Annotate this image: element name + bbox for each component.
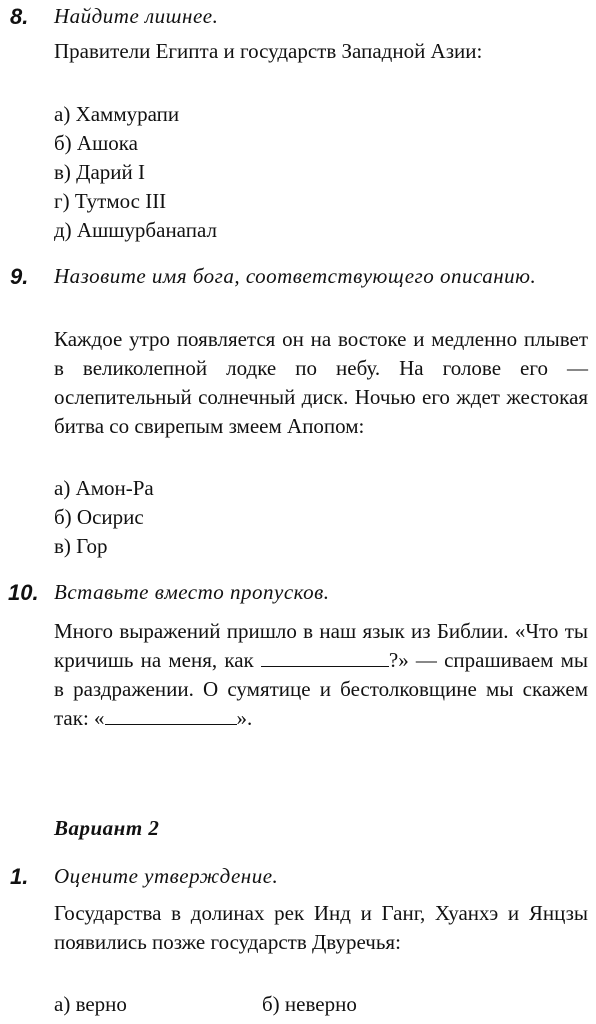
text-fragment: Много выражений пришло в наш язык из Библии. «Что ты кричишь на меня, как [54,619,588,672]
answer-option: в) Гор [54,534,108,558]
question-8-text: Правители Египта и государств Западной Азии: [54,39,483,63]
answer-option: б) Осирис [54,505,144,529]
question-number: 1. [10,864,29,889]
text-fragment: ». [236,706,253,730]
answer-option: а) Амон-Ра [54,476,154,500]
text-fragment: ?» — спрашиваем мы в раздражении. О сумятице и бестолковщине мы скажем так: « [54,648,588,730]
fill-in-blank[interactable] [105,706,237,725]
answer-option: б) Ашока [54,131,138,155]
question-instruction: Назовите имя бога, соответствующего описанию. [54,264,537,288]
variant-heading: Вариант 2 [54,816,160,840]
question-10-text [54,617,588,733]
question-number: 9. [10,264,29,289]
answer-option: а) Хаммурапи [54,102,180,126]
answer-option: г) Тутмос III [54,189,167,213]
answer-option: а) верно [54,992,127,1016]
question-9-text: Каждое утро появляется он на востоке и медленно плывет в великолепной лодке по небу. На голове его — ослепительный солнечный диск. Ночью его ждет жестокая битва со свирепым змеем Апопом: [54,327,588,438]
answer-option: в) Дарий I [54,160,146,184]
question-number: 10. [8,580,39,605]
answer-option: б) неверно [262,992,357,1016]
question-instruction: Вставьте вместо пропусков. [54,580,330,604]
answer-option: д) Ашшурбанапал [54,218,217,242]
question-1-text: Государства в долинах рек Инд и Ганг, Хуанхэ и Янцзы появились позже государств Двуречья: [54,901,588,954]
fill-in-blank[interactable] [261,648,389,667]
question-number: 8. [10,4,29,29]
question-instruction: Оцените утверждение. [54,864,279,888]
question-instruction: Найдите лишнее. [54,4,219,28]
